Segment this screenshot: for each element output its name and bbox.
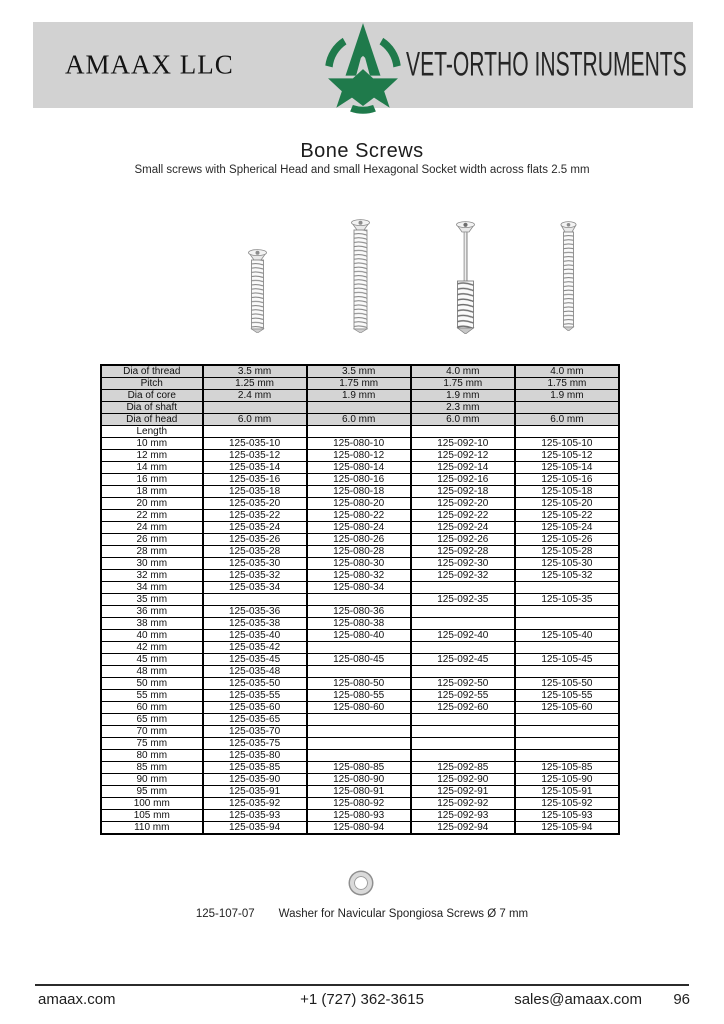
table-row <box>101 666 619 678</box>
catalog-code-cell: 125-092-40 <box>411 630 515 642</box>
catalog-code-cell: 125-080-18 <box>307 486 411 498</box>
page-subtitle: Small screws with Spherical Head and small Hexagonal Socket width across flats 2.5 mm <box>134 164 590 176</box>
table-row <box>101 594 619 606</box>
table-row <box>101 582 619 594</box>
table-row <box>101 750 619 762</box>
catalog-code-cell: 125-080-55 <box>307 690 411 702</box>
catalog-code-cell: 125-080-40 <box>307 630 411 642</box>
catalog-code-cell: 125-092-94 <box>411 822 515 835</box>
row-label: 70 mm <box>101 726 203 738</box>
footer-divider <box>35 984 689 986</box>
catalog-code-cell: 125-092-30 <box>411 558 515 570</box>
row-label: 38 mm <box>101 618 203 630</box>
table-row <box>101 570 619 582</box>
catalog-code-cell: 125-105-32 <box>515 570 619 582</box>
spec-row <box>101 402 619 414</box>
empty-cell <box>515 642 619 654</box>
row-label: 36 mm <box>101 606 203 618</box>
cortical-screw-narrow-image <box>560 221 577 336</box>
catalog-code-cell: 125-105-18 <box>515 486 619 498</box>
catalog-code-cell: 125-092-91 <box>411 786 515 798</box>
catalog-code-cell: 125-035-70 <box>203 726 307 738</box>
catalog-code-cell: 125-105-26 <box>515 534 619 546</box>
table-row <box>101 450 619 462</box>
empty-cell <box>307 738 411 750</box>
catalog-code-cell: 1.9 mm <box>411 390 515 402</box>
catalog-code-cell: 125-092-24 <box>411 522 515 534</box>
table-row <box>101 606 619 618</box>
catalog-code-cell: 125-035-30 <box>203 558 307 570</box>
catalog-code-cell: 125-105-93 <box>515 810 619 822</box>
row-label: 18 mm <box>101 486 203 498</box>
table-row <box>101 654 619 666</box>
table-row <box>101 558 619 570</box>
cortical-screw-long-image <box>350 219 371 338</box>
table-row <box>101 762 619 774</box>
row-label: 26 mm <box>101 534 203 546</box>
footer-email: sales@amaax.com <box>514 991 642 1008</box>
spec-row <box>101 414 619 426</box>
catalog-code-cell: 125-105-30 <box>515 558 619 570</box>
row-label: 65 mm <box>101 714 203 726</box>
row-label: 14 mm <box>101 462 203 474</box>
row-label: Dia of thread <box>101 365 203 378</box>
table-row <box>101 786 619 798</box>
empty-cell <box>515 714 619 726</box>
catalog-code-cell: 4.0 mm <box>411 365 515 378</box>
catalog-code-cell: 125-035-34 <box>203 582 307 594</box>
catalog-code-cell: 2.3 mm <box>411 402 515 414</box>
catalog-code-cell: 125-035-28 <box>203 546 307 558</box>
empty-cell <box>411 582 515 594</box>
empty-cell <box>411 738 515 750</box>
catalog-code-cell: 1.75 mm <box>307 378 411 390</box>
catalog-code-cell: 125-092-45 <box>411 654 515 666</box>
catalog-code-cell: 125-035-75 <box>203 738 307 750</box>
catalog-code-cell: 6.0 mm <box>411 414 515 426</box>
empty-cell <box>411 750 515 762</box>
table-row <box>101 798 619 810</box>
row-label: 35 mm <box>101 594 203 606</box>
catalog-code-cell: 125-080-45 <box>307 654 411 666</box>
table-row <box>101 534 619 546</box>
row-label: 42 mm <box>101 642 203 654</box>
catalog-code-cell: 125-035-20 <box>203 498 307 510</box>
catalog-code-cell: 3.5 mm <box>307 365 411 378</box>
row-label: 12 mm <box>101 450 203 462</box>
catalog-code-cell: 125-105-90 <box>515 774 619 786</box>
catalog-code-cell: 125-080-26 <box>307 534 411 546</box>
catalog-code-cell: 125-080-32 <box>307 570 411 582</box>
row-label: 85 mm <box>101 762 203 774</box>
catalog-code-cell: 125-035-93 <box>203 810 307 822</box>
catalog-code-cell: 125-105-12 <box>515 450 619 462</box>
empty-cell <box>411 666 515 678</box>
empty-cell <box>307 714 411 726</box>
catalog-code-cell: 125-092-93 <box>411 810 515 822</box>
catalog-code-cell: 125-080-50 <box>307 678 411 690</box>
table-row <box>101 810 619 822</box>
catalog-code-cell: 125-092-85 <box>411 762 515 774</box>
catalog-code-cell: 125-105-60 <box>515 702 619 714</box>
catalog-code-cell: 125-035-22 <box>203 510 307 522</box>
catalog-code-cell: 1.9 mm <box>515 390 619 402</box>
spongiosa-screw-partially-threaded-image <box>454 221 477 339</box>
catalog-code-cell: 125-092-12 <box>411 450 515 462</box>
table-row <box>101 630 619 642</box>
catalog-code-cell: 125-105-16 <box>515 474 619 486</box>
empty-cell <box>515 426 619 438</box>
empty-cell <box>307 402 411 414</box>
catalog-code-cell: 125-035-42 <box>203 642 307 654</box>
footer-website: amaax.com <box>38 991 116 1008</box>
catalog-code-cell: 125-105-55 <box>515 690 619 702</box>
catalog-code-cell: 125-105-10 <box>515 438 619 450</box>
catalog-code-cell: 1.75 mm <box>515 378 619 390</box>
catalog-code-cell: 125-092-26 <box>411 534 515 546</box>
catalog-code-cell: 125-080-28 <box>307 546 411 558</box>
catalog-code-cell: 125-080-85 <box>307 762 411 774</box>
catalog-code-cell: 125-035-12 <box>203 450 307 462</box>
catalog-code-cell: 125-105-85 <box>515 762 619 774</box>
row-label: 16 mm <box>101 474 203 486</box>
catalog-code-cell: 125-035-45 <box>203 654 307 666</box>
row-label: 95 mm <box>101 786 203 798</box>
catalog-code-cell: 125-035-48 <box>203 666 307 678</box>
footer-page-number: 96 <box>673 991 690 1008</box>
empty-cell <box>307 426 411 438</box>
catalog-code-cell: 125-035-16 <box>203 474 307 486</box>
catalog-code-cell: 125-105-92 <box>515 798 619 810</box>
catalog-code-cell: 125-092-22 <box>411 510 515 522</box>
table-row <box>101 726 619 738</box>
catalog-code-cell: 125-035-32 <box>203 570 307 582</box>
catalog-code-cell: 125-092-20 <box>411 498 515 510</box>
company-name: AMAAX LLC <box>65 49 234 80</box>
row-label: Dia of core <box>101 390 203 402</box>
catalog-code-cell: 125-080-30 <box>307 558 411 570</box>
catalog-code-cell: 125-080-24 <box>307 522 411 534</box>
amaax-logo-icon <box>317 23 409 119</box>
table-row <box>101 522 619 534</box>
catalog-code-cell: 125-092-50 <box>411 678 515 690</box>
catalog-code-cell: 125-035-24 <box>203 522 307 534</box>
catalog-code-cell: 125-092-35 <box>411 594 515 606</box>
row-label: 20 mm <box>101 498 203 510</box>
catalog-code-cell: 125-092-14 <box>411 462 515 474</box>
spec-row <box>101 390 619 402</box>
catalog-code-cell: 125-080-12 <box>307 450 411 462</box>
spec-row <box>101 365 619 378</box>
page-title: Bone Screws <box>300 140 424 162</box>
catalog-code-cell: 125-105-40 <box>515 630 619 642</box>
table-row <box>101 618 619 630</box>
empty-cell <box>515 402 619 414</box>
catalog-code-cell: 125-080-92 <box>307 798 411 810</box>
catalog-code-cell: 125-035-91 <box>203 786 307 798</box>
empty-cell <box>515 618 619 630</box>
empty-cell <box>411 714 515 726</box>
row-label: 100 mm <box>101 798 203 810</box>
catalog-code-cell: 125-092-10 <box>411 438 515 450</box>
catalog-code-cell: 125-080-91 <box>307 786 411 798</box>
catalog-code-cell: 125-035-40 <box>203 630 307 642</box>
catalog-code-cell: 125-035-50 <box>203 678 307 690</box>
washer-caption <box>0 908 724 920</box>
row-label: 110 mm <box>101 822 203 835</box>
row-label: 24 mm <box>101 522 203 534</box>
empty-cell <box>515 750 619 762</box>
row-label: 28 mm <box>101 546 203 558</box>
catalog-code-cell: 125-035-60 <box>203 702 307 714</box>
row-label: Pitch <box>101 378 203 390</box>
row-label: 30 mm <box>101 558 203 570</box>
catalog-code-cell: 1.75 mm <box>411 378 515 390</box>
catalog-code-cell: 2.4 mm <box>203 390 307 402</box>
catalog-code-cell: 125-035-14 <box>203 462 307 474</box>
empty-cell <box>203 402 307 414</box>
row-label: Dia of shaft <box>101 402 203 414</box>
empty-cell <box>515 738 619 750</box>
catalog-code-cell: 1.9 mm <box>307 390 411 402</box>
table-row <box>101 678 619 690</box>
catalog-code-cell: 125-080-14 <box>307 462 411 474</box>
catalog-code-cell: 6.0 mm <box>515 414 619 426</box>
catalog-code-cell: 125-105-22 <box>515 510 619 522</box>
catalog-code-cell: 125-035-94 <box>203 822 307 835</box>
catalog-code-cell: 125-092-18 <box>411 486 515 498</box>
catalog-code-cell: 125-080-16 <box>307 474 411 486</box>
empty-cell <box>515 606 619 618</box>
catalog-code-cell: 125-105-94 <box>515 822 619 835</box>
table-row <box>101 498 619 510</box>
empty-cell <box>307 726 411 738</box>
table-row <box>101 642 619 654</box>
row-label: 48 mm <box>101 666 203 678</box>
empty-cell <box>203 594 307 606</box>
catalog-code-cell: 125-080-93 <box>307 810 411 822</box>
catalog-code-cell: 1.25 mm <box>203 378 307 390</box>
spec-row <box>101 378 619 390</box>
catalog-code-cell: 125-080-10 <box>307 438 411 450</box>
catalog-code-cell: 125-105-91 <box>515 786 619 798</box>
row-label: 34 mm <box>101 582 203 594</box>
catalog-code-cell: 125-035-10 <box>203 438 307 450</box>
row-label: 80 mm <box>101 750 203 762</box>
length-header-row <box>101 426 619 438</box>
catalog-code-cell: 125-092-28 <box>411 546 515 558</box>
catalog-code-cell: 125-080-36 <box>307 606 411 618</box>
row-label: 32 mm <box>101 570 203 582</box>
catalog-code-cell: 125-092-60 <box>411 702 515 714</box>
catalog-code-cell: 125-080-34 <box>307 582 411 594</box>
empty-cell <box>203 426 307 438</box>
catalog-code-cell: 125-035-38 <box>203 618 307 630</box>
table-row <box>101 438 619 450</box>
catalog-code-cell: 125-092-90 <box>411 774 515 786</box>
row-label: 75 mm <box>101 738 203 750</box>
empty-cell <box>515 666 619 678</box>
catalog-code-cell: 125-105-45 <box>515 654 619 666</box>
empty-cell <box>411 618 515 630</box>
row-label: 90 mm <box>101 774 203 786</box>
catalog-code-cell: 125-080-20 <box>307 498 411 510</box>
catalog-code-cell: 125-080-94 <box>307 822 411 835</box>
catalog-code-cell: 125-092-92 <box>411 798 515 810</box>
catalog-code-cell: 6.0 mm <box>307 414 411 426</box>
catalog-code-cell: 125-092-32 <box>411 570 515 582</box>
catalog-code-cell: 125-080-38 <box>307 618 411 630</box>
catalog-code-cell: 3.5 mm <box>203 365 307 378</box>
table-row <box>101 474 619 486</box>
table-row <box>101 510 619 522</box>
catalog-code-cell: 125-035-92 <box>203 798 307 810</box>
empty-cell <box>307 666 411 678</box>
catalog-code-cell: 6.0 mm <box>203 414 307 426</box>
catalog-code-cell: 125-035-80 <box>203 750 307 762</box>
catalog-code-cell: 125-035-90 <box>203 774 307 786</box>
catalog-code-cell: 125-092-55 <box>411 690 515 702</box>
catalog-code-cell: 125-105-35 <box>515 594 619 606</box>
catalog-code-cell: 125-035-85 <box>203 762 307 774</box>
footer-phone: +1 (727) 362-3615 <box>300 991 424 1008</box>
catalog-code-cell: 125-105-20 <box>515 498 619 510</box>
table-row <box>101 546 619 558</box>
table-row <box>101 702 619 714</box>
table-row <box>101 462 619 474</box>
washer-ring-image <box>350 872 372 894</box>
brand-name: VET-ORTHO INSTRUMENTS <box>406 45 687 84</box>
catalog-code-cell: 125-035-18 <box>203 486 307 498</box>
table-row <box>101 690 619 702</box>
empty-cell <box>411 606 515 618</box>
row-label: Length <box>101 426 203 438</box>
table-row <box>101 774 619 786</box>
table-row <box>101 486 619 498</box>
catalog-code-cell: 125-035-65 <box>203 714 307 726</box>
row-label: 10 mm <box>101 438 203 450</box>
row-label: 105 mm <box>101 810 203 822</box>
catalog-code-cell: 125-035-36 <box>203 606 307 618</box>
table-row <box>101 714 619 726</box>
empty-cell <box>411 642 515 654</box>
catalog-code-cell: 125-035-26 <box>203 534 307 546</box>
catalog-code-cell: 125-092-16 <box>411 474 515 486</box>
empty-cell <box>307 642 411 654</box>
empty-cell <box>515 582 619 594</box>
washer-code: 125-107-07 <box>195 908 255 920</box>
catalog-code-cell: 125-035-55 <box>203 690 307 702</box>
washer-description: Washer for Navicular Spongiosa Screws Ø 7 mm <box>278 908 529 920</box>
catalog-code-cell: 125-105-28 <box>515 546 619 558</box>
table-row <box>101 738 619 750</box>
row-label: 55 mm <box>101 690 203 702</box>
cortical-screw-short-image <box>247 249 268 338</box>
row-label: 60 mm <box>101 702 203 714</box>
catalog-code-cell: 125-105-24 <box>515 522 619 534</box>
empty-cell <box>515 726 619 738</box>
screw-table <box>100 364 620 835</box>
catalog-code-cell: 125-105-14 <box>515 462 619 474</box>
row-label: 40 mm <box>101 630 203 642</box>
row-label: 22 mm <box>101 510 203 522</box>
empty-cell <box>411 726 515 738</box>
header-band <box>33 22 693 108</box>
empty-cell <box>307 594 411 606</box>
catalog-code-cell: 125-080-22 <box>307 510 411 522</box>
table-row <box>101 822 619 835</box>
catalog-code-cell: 4.0 mm <box>515 365 619 378</box>
screw-table-body <box>101 365 619 834</box>
row-label: 50 mm <box>101 678 203 690</box>
empty-cell <box>411 426 515 438</box>
row-label: Dia of head <box>101 414 203 426</box>
catalog-code-cell: 125-080-90 <box>307 774 411 786</box>
catalog-code-cell: 125-080-60 <box>307 702 411 714</box>
catalog-code-cell: 125-105-50 <box>515 678 619 690</box>
empty-cell <box>307 750 411 762</box>
row-label: 45 mm <box>101 654 203 666</box>
